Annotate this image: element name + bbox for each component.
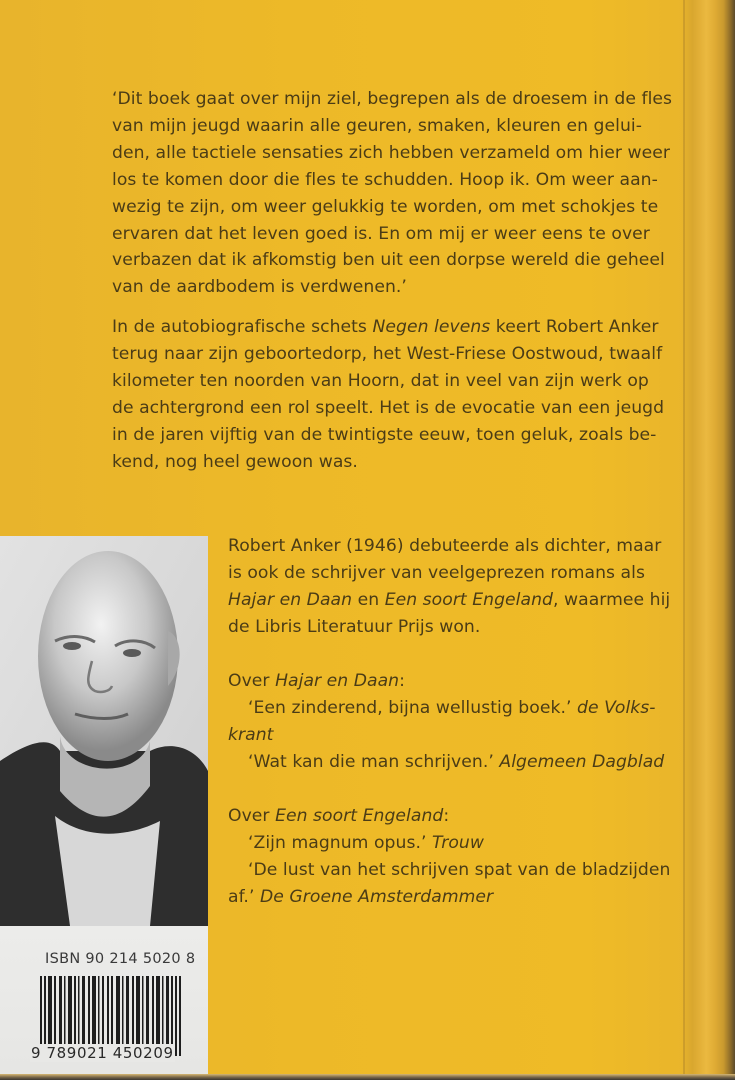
book-title-negen-levens: Negen levens <box>372 317 491 337</box>
bio-text: en <box>352 589 385 610</box>
author-bio <box>228 533 670 641</box>
quote-line: ervaren dat het leven goed is. En om mij er weer eens te over <box>112 223 650 244</box>
review-text: ‘Zijn magnum opus.’ <box>248 832 432 853</box>
bio-line <box>228 587 670 614</box>
quote-line: van de aardbodem is verdwenen.’ <box>112 277 407 298</box>
quote-line: los te komen door die fles te schudden. Hoop ik. Om weer aan- <box>112 169 658 190</box>
isbn-barcode-box <box>0 926 208 1074</box>
review-heading <box>228 668 664 695</box>
review-source: Trouw <box>432 832 484 853</box>
spine-fold-line <box>683 0 685 1080</box>
review-text: ‘Wat kan die man schrijven.’ <box>248 751 500 772</box>
barcode-number: 9 789021 450209 <box>31 1044 174 1062</box>
synopsis-line: in de jaren vijftig van de twintigste eeuw, toen geluk, zoals be- <box>112 424 657 445</box>
book-bottom-edge <box>0 1074 735 1080</box>
bio-line: de Libris Literatuur Prijs won. <box>228 616 481 637</box>
book-spine-edge <box>683 0 735 1080</box>
synopsis-text: keert Robert Anker <box>490 317 659 337</box>
synopsis-line: kilometer ten noorden van Hoorn, dat in veel van zijn werk op <box>112 370 649 391</box>
quote-line: ‘Dit boek gaat over mijn ziel, begrepen als de droesem in de fles <box>112 89 673 109</box>
bio-line: Robert Anker (1946) debuteerde als dichter, maar <box>228 536 662 556</box>
quote-line: verbazen dat ik afkomstig ben uit een dorpse wereld die geheel <box>112 250 665 271</box>
review-heading-text: Over <box>228 806 276 826</box>
book-title-hajar-en-daan: Hajar en Daan <box>275 671 400 691</box>
review-quote: ‘De lust van het schrijven spat van de bladzijden <box>248 859 671 880</box>
synopsis-paragraph <box>112 314 664 475</box>
synopsis-line: kend, nog heel gewoon was. <box>112 451 358 472</box>
review-quote-continued <box>228 884 670 911</box>
review-quote <box>228 830 670 857</box>
bio-line: is ook de schrijver van veelgeprezen romans als <box>228 562 645 583</box>
isbn-label: ISBN 90 214 5020 8 <box>45 951 196 967</box>
review-heading <box>228 803 670 830</box>
review-heading-text: : <box>399 671 405 691</box>
review-source: De Groene Amsterdammer <box>259 886 494 907</box>
review-heading-text: : <box>443 806 450 826</box>
book-title-een-soort-engeland: Een soort Engeland <box>384 589 553 610</box>
author-photo <box>0 536 208 926</box>
opening-quote <box>112 86 672 301</box>
review-quote <box>228 695 664 722</box>
review-source: Algemeen Dagblad <box>499 751 665 772</box>
synopsis-line <box>112 314 664 341</box>
review-source: krant <box>228 724 274 745</box>
review-quote <box>228 749 664 776</box>
synopsis-line: de achtergrond een rol speelt. Het is de evocatie van een jeugd <box>112 397 665 418</box>
review-text: af.’ <box>228 886 260 907</box>
review-heading-text: Over <box>228 671 276 691</box>
author-portrait-illustration <box>0 536 208 926</box>
bio-text: , waarmee hij <box>552 589 671 610</box>
book-title-een-soort-engeland: Een soort Engeland <box>275 806 444 826</box>
review-source: de Volks- <box>576 697 656 718</box>
book-title-hajar-en-daan: Hajar en Daan <box>228 589 353 610</box>
synopsis-line: terug naar zijn geboortedorp, het West-Friese Oostwoud, twaalf <box>112 343 663 364</box>
reviews-een-soort-engeland <box>228 803 670 911</box>
reviews-hajar-en-daan <box>228 668 664 776</box>
review-quote-continued <box>228 722 664 749</box>
review-text: ‘Een zinderend, bijna wellustig boek.’ <box>248 697 577 718</box>
synopsis-text: In de autobiografische schets <box>112 317 373 337</box>
quote-line: wezig te zijn, om weer gelukkig te worden, om met schokjes te <box>112 196 659 217</box>
quote-line: den, alle tactiele sensaties zich hebben verzameld om hier weer <box>112 142 671 163</box>
quote-line: van mijn jeugd waarin alle geuren, smaken, kleuren en gelui- <box>112 115 642 136</box>
